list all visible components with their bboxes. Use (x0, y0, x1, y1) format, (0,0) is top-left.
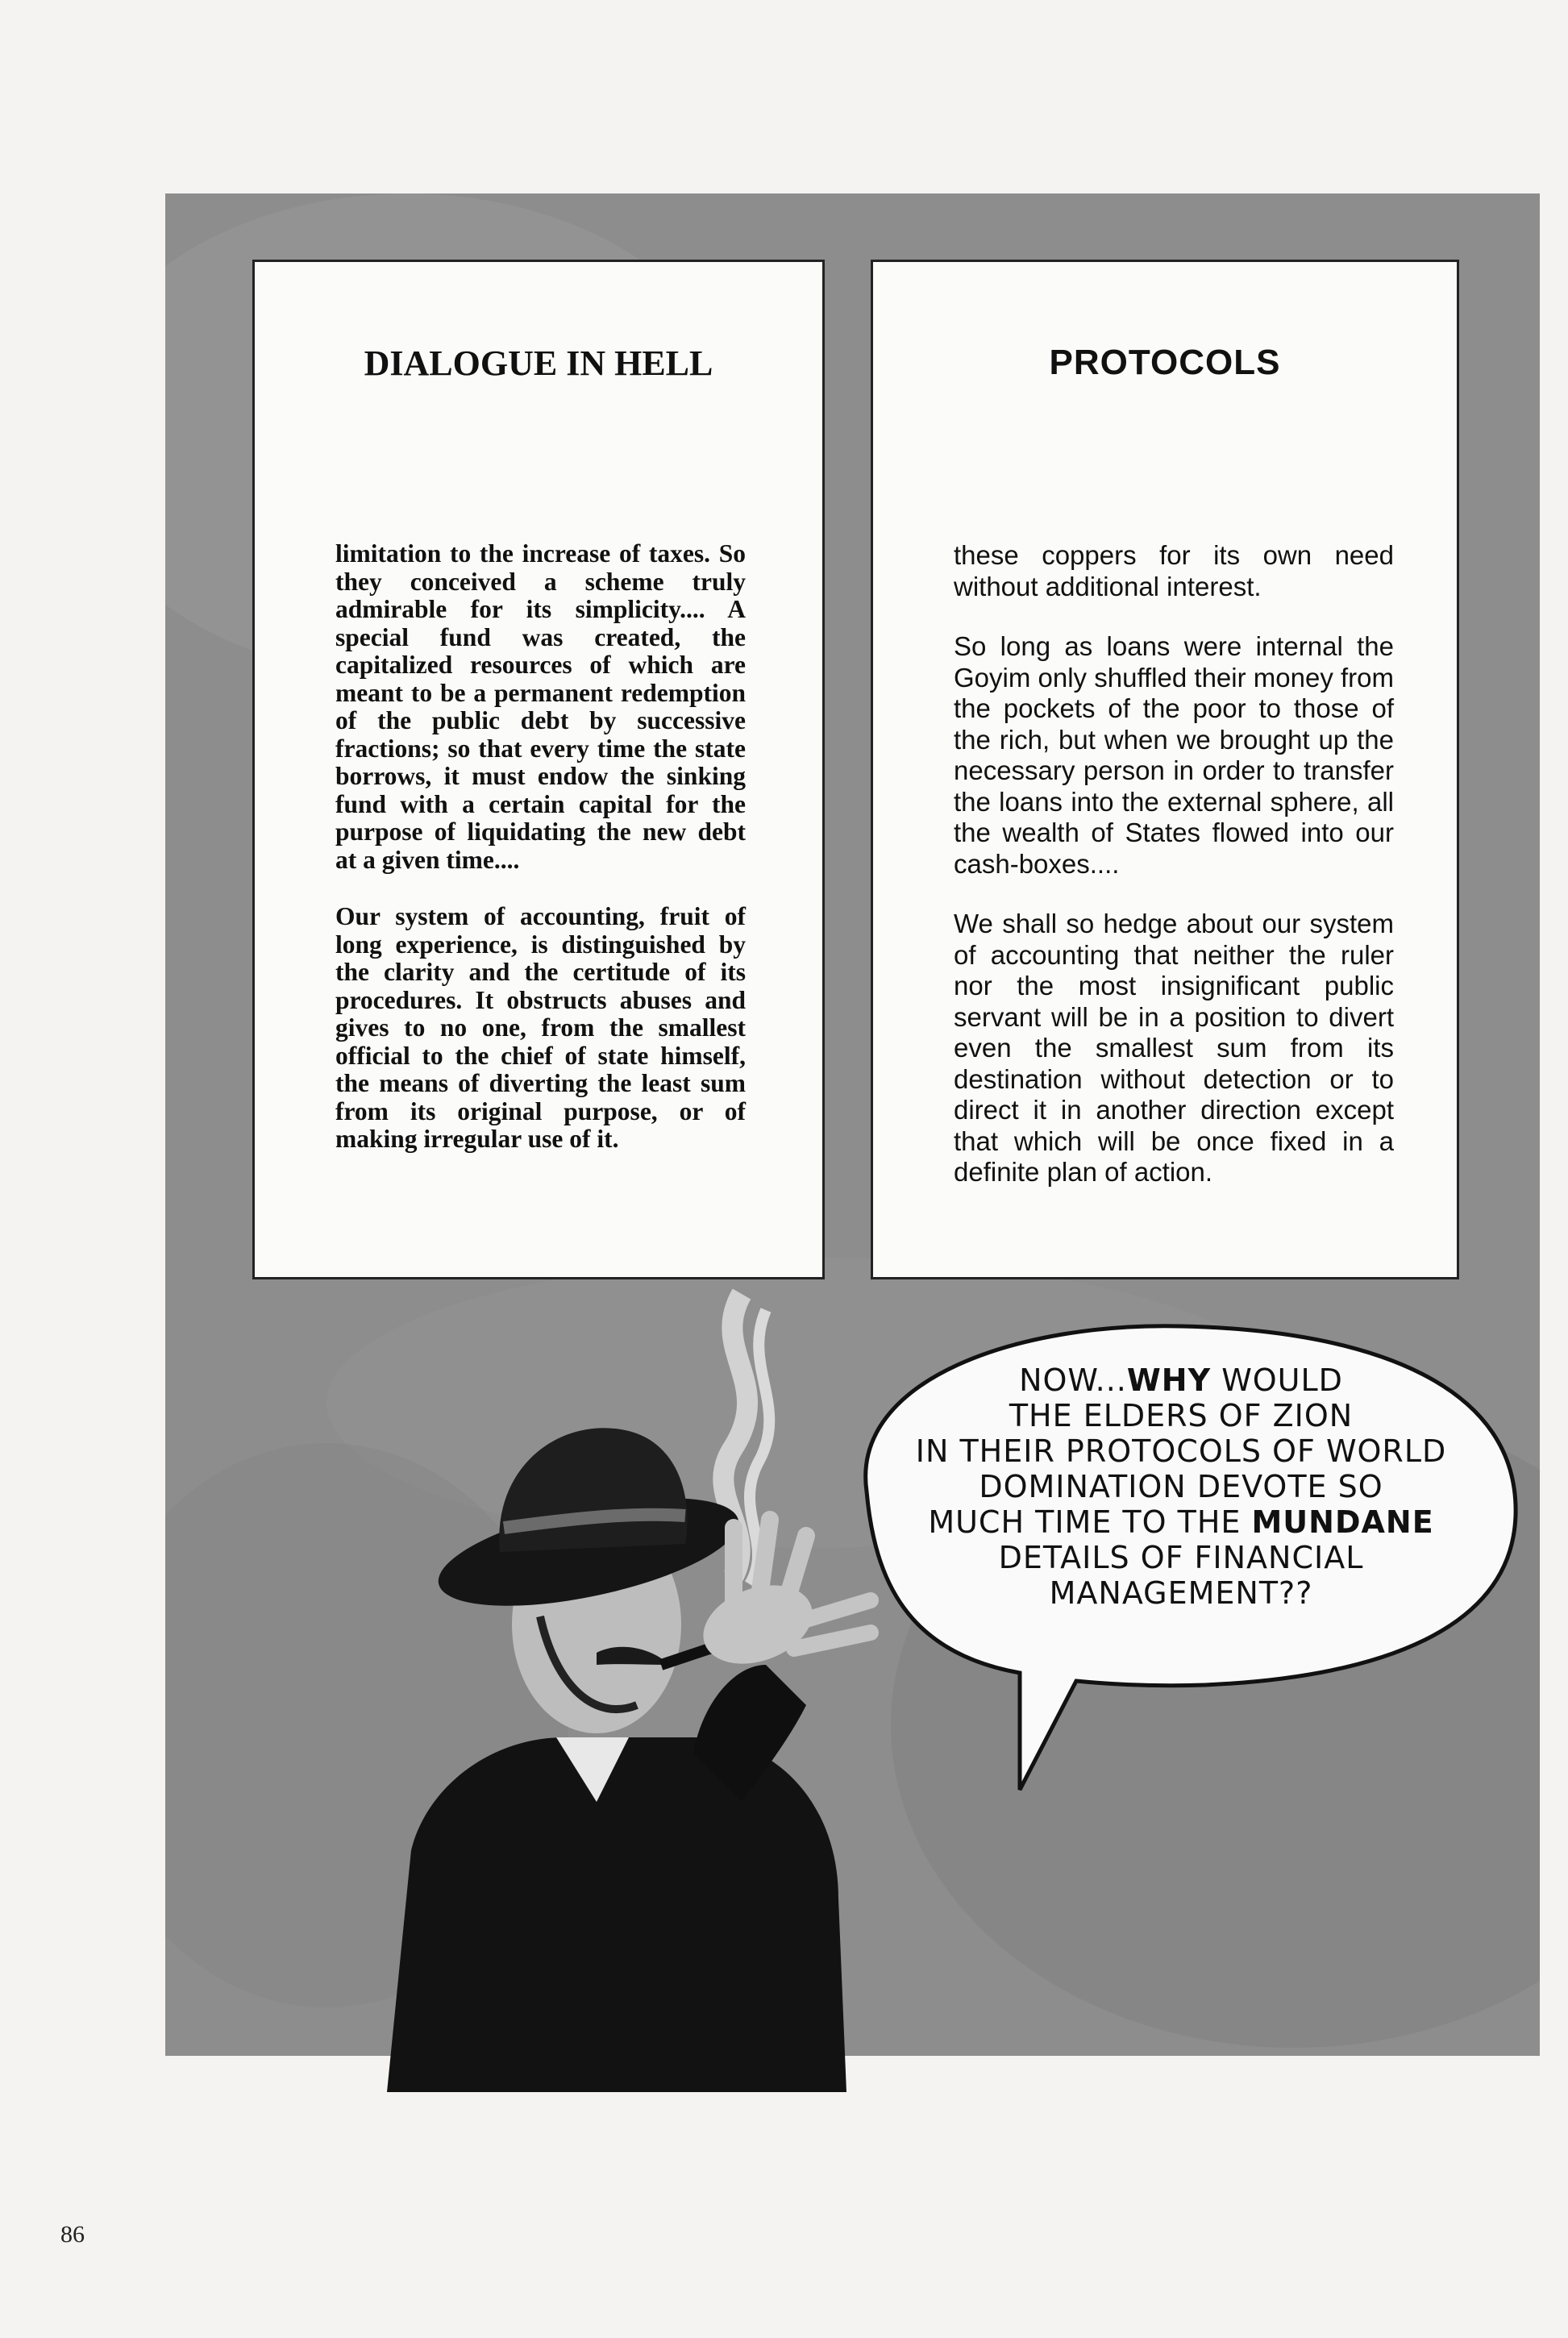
paragraph: these coppers for its own need without additional interest. (954, 540, 1394, 601)
bubble-text-fragment: WOULD (1211, 1362, 1343, 1398)
bubble-text-fragment: MUCH TIME TO THE (928, 1504, 1252, 1540)
document-title: PROTOCOLS (1049, 343, 1281, 382)
bubble-line (875, 1504, 1487, 1540)
document-protocols (871, 260, 1459, 1279)
bubble-line: THE ELDERS OF ZION (1009, 1398, 1354, 1433)
paragraph: We shall so hedge about our system of accounting that neither the ruler nor the most insignificant public servant will be in a position to divert even the smallest sum from its destination without detection or to direct it in another direction except that which will be once fixed in a definite plan of action. (954, 909, 1394, 1187)
document-title: DIALOGUE IN HELL (364, 343, 713, 383)
bubble-line: DETAILS OF FINANCIAL (998, 1540, 1364, 1575)
page-number: 86 (60, 2221, 85, 2248)
paragraph: Our system of accounting, fruit of long experience, is distinguished by the clarity and the certitude of its procedures. It obstructs abuses and gives to no one, from the smallest official to the chief of state himself, the means of diverting the least sum from its original purpose, or of making irregular use of it. (335, 902, 746, 1153)
bubble-emphasis: MUNDANE (1251, 1504, 1434, 1540)
paragraph: So long as loans were internal the Goyim only shuffled their money from the pockets of the poor to those of the rich, but when we brought up the necessary person in order to transfer the loans into the external sphere, all the wealth of States flowed into our cash-boxes.... (954, 631, 1394, 879)
bubble-line: MANAGEMENT?? (1049, 1575, 1313, 1611)
bubble-line: IN THEIR PROTOCOLS OF WORLD (915, 1433, 1447, 1469)
document-dialogue-in-hell (252, 260, 825, 1279)
document-body (335, 540, 746, 1183)
document-body (954, 540, 1394, 1217)
bubble-line (875, 1362, 1487, 1398)
bubble-line: DOMINATION DEVOTE SO (979, 1469, 1383, 1504)
paragraph: limitation to the increase of taxes. So they conceived a scheme truly admirable for its simplicity.... A special fund was created, the capitalized resources of which are meant to be a permanent redemption of the public debt by successive fractions; so that every time the state borrows, it must endow the sinking fund with a certain capital for the purpose of liquidating the new debt at a given time.... (335, 539, 746, 874)
speech-bubble-text (875, 1362, 1487, 1611)
bubble-emphasis: WHY (1126, 1362, 1212, 1398)
bubble-text-fragment: NOW... (1019, 1362, 1127, 1398)
